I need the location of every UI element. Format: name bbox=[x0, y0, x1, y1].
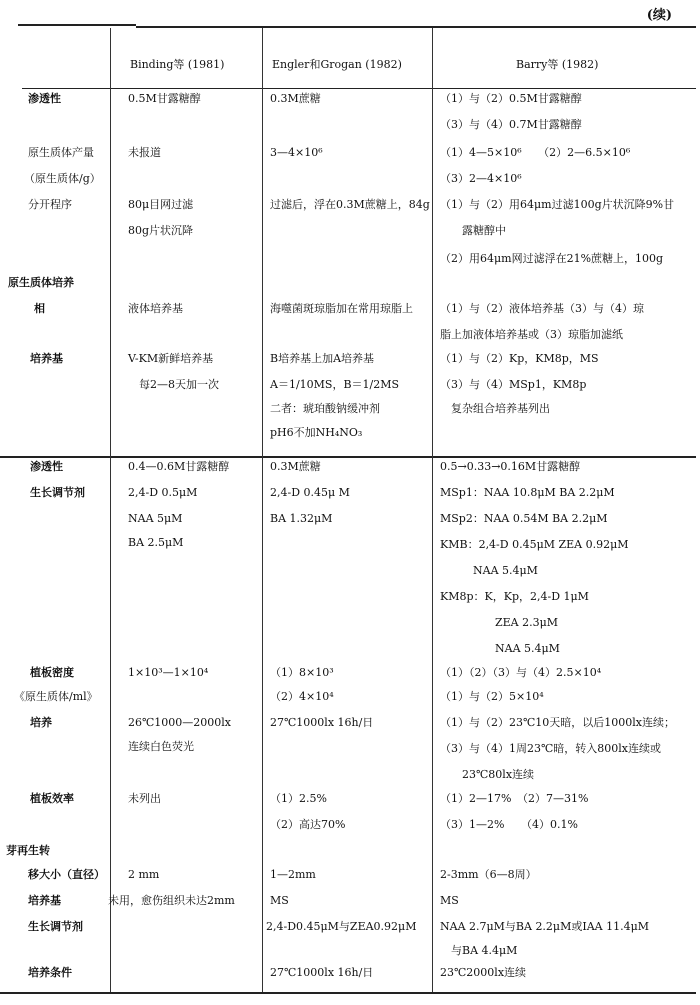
table-cell: 与BA 4.4μM bbox=[440, 944, 518, 957]
table-cell: 26℃1000—2000lx bbox=[128, 716, 232, 729]
table-cell: （1）与（2）23℃10天暗，以后1000lx连续； bbox=[440, 716, 676, 729]
row-label: 培养 bbox=[30, 716, 52, 729]
table-cell: 0.4—0.6M甘露糖醇 bbox=[128, 460, 230, 473]
table-cell: KMB：2,4-D 0.45μM ZEA 0.92μM bbox=[440, 538, 629, 551]
table-cell: 0.5→0.33→0.16M甘露糖醇 bbox=[440, 460, 581, 473]
table-cell: BA 2.5μM bbox=[128, 536, 184, 549]
table-cell: （1）与（2）液体培养基（3）与（4）琼 bbox=[440, 302, 644, 315]
table-cell: （1）与（2）5×10⁴ bbox=[440, 690, 544, 703]
row-label: 植板密度 bbox=[30, 666, 74, 679]
row-label: 原生质体培养 bbox=[8, 276, 74, 289]
table-cell: 2,4-D0.45μM与ZEA0.92μM bbox=[266, 920, 417, 933]
table-cell: 每2—8天加一次 bbox=[128, 378, 219, 391]
table-cell: 2-3mm（6—8周） bbox=[440, 868, 537, 881]
table-cell: 未列出 bbox=[128, 792, 161, 805]
table-cell: 1×10³—1×10⁴ bbox=[128, 666, 209, 679]
table-cell: pH6不加NH₄NO₃ bbox=[270, 426, 363, 439]
table-cell: （1）（2）（3）与（4）2.5×10⁴ bbox=[440, 666, 602, 679]
table-cell: （2）用64μm网过滤浮在21%蔗糖上，100g bbox=[440, 252, 664, 265]
top-rule bbox=[18, 24, 136, 26]
table-cell: 23℃80lx连续 bbox=[440, 768, 535, 781]
row-label: 培养基 bbox=[28, 894, 61, 907]
table-cell: （1）4—5×10⁶ （2）2—6.5×10⁶ bbox=[440, 146, 631, 159]
table-cell: （2）4×10⁴ bbox=[270, 690, 334, 703]
table-cell: （1）2—17% （2）7—31% bbox=[440, 792, 589, 805]
table-cell: 2,4-D 0.45μ M bbox=[270, 486, 350, 499]
section-rule bbox=[0, 456, 696, 458]
row-label: 渗透性 bbox=[28, 92, 61, 105]
column-divider-1 bbox=[110, 28, 111, 992]
table-cell: （3）与（4）MSp1，KM8p bbox=[440, 378, 587, 391]
table-cell: （3）2—4×10⁶ bbox=[440, 172, 522, 185]
table-cell: 2,4-D 0.5μM bbox=[128, 486, 198, 499]
row-label: 移大小（直径） bbox=[28, 868, 105, 881]
table-cell: 80μ目网过滤 bbox=[128, 198, 194, 211]
row-label: （原生质体/g） bbox=[24, 172, 101, 185]
table-cell: A＝1/10MS，B＝1/2MS bbox=[270, 378, 400, 391]
row-label: 分开程序 bbox=[28, 198, 72, 211]
table-cell: 23℃2000lx连续 bbox=[440, 966, 527, 979]
table-cell: （2）高达70% bbox=[270, 818, 346, 831]
table-cell: NAA 5μM bbox=[128, 512, 183, 525]
table-cell: 27℃1000lx 16h/日 bbox=[270, 966, 374, 979]
row-label: 培养条件 bbox=[28, 966, 72, 979]
top-rule-right bbox=[136, 26, 696, 28]
table-cell: 0.3M蔗糖 bbox=[270, 460, 321, 473]
column-divider-3 bbox=[432, 28, 433, 992]
header-binding: Binding等 (1981) bbox=[130, 58, 225, 71]
table-cell: 0.5M甘露糖醇 bbox=[128, 92, 201, 105]
row-label: 原生质体产量 bbox=[28, 146, 94, 159]
table-cell: MS bbox=[440, 894, 459, 907]
column-divider-2 bbox=[262, 28, 263, 992]
table-cell: 未报道 bbox=[128, 146, 161, 159]
header-rule bbox=[22, 88, 696, 89]
table-cell: 脂上加液体培养基或（3）琼脂加滤纸 bbox=[440, 328, 623, 341]
table-cell: ZEA 2.3μM bbox=[440, 616, 559, 629]
table-cell: 0.3M蔗糖 bbox=[270, 92, 321, 105]
table-cell: 27℃1000lx 16h/日 bbox=[270, 716, 374, 729]
row-label: 培养基 bbox=[30, 352, 63, 365]
table-cell: B培养基上加A培养基 bbox=[270, 352, 375, 365]
table-cell: BA 1.32μM bbox=[270, 512, 333, 525]
table-cell: （1）与（2）0.5M甘露糖醇 bbox=[440, 92, 582, 105]
table-cell: NAA 5.4μM bbox=[440, 642, 560, 655]
table-cell: 2 mm bbox=[128, 868, 160, 881]
table-cell: 二者：琥珀酸钠缓冲剂 bbox=[270, 402, 380, 415]
table-cell: （3）与（4）1周23℃暗，转入800lx连续或 bbox=[440, 742, 662, 755]
table-cell: 80g片状沉降 bbox=[128, 224, 194, 237]
row-label: 芽再生转 bbox=[6, 844, 50, 857]
row-label: 生长调节剂 bbox=[30, 486, 85, 499]
row-label: 植板效率 bbox=[30, 792, 74, 805]
row-label: 渗透性 bbox=[30, 460, 63, 473]
continued-label: (续) bbox=[646, 8, 672, 23]
table-cell: （1）与（2）用64μm过滤100g片状沉降9%甘 bbox=[440, 198, 675, 211]
table-cell: （1）8×10³ bbox=[270, 666, 334, 679]
table-cell: NAA 2.7μM与BA 2.2μM或IAA 11.4μM bbox=[440, 920, 649, 933]
table-cell: 3—4×10⁶ bbox=[270, 146, 323, 159]
header-engler: Engler和Grogan (1982) bbox=[272, 58, 402, 71]
table-cell: （3）1—2% （4）0.1% bbox=[440, 818, 578, 831]
table-cell: （3）与（4）0.7M甘露糖醇 bbox=[440, 118, 582, 131]
table-cell: 连续白色荧光 bbox=[128, 740, 194, 753]
bottom-rule bbox=[0, 992, 696, 994]
table-cell: （1）2.5% bbox=[270, 792, 327, 805]
table-cell: NAA 5.4μM bbox=[440, 564, 538, 577]
row-label: 相 bbox=[34, 302, 45, 315]
table-cell: MSp2：NAA 0.54M BA 2.2μM bbox=[440, 512, 608, 525]
row-label: 生长调节剂 bbox=[28, 920, 83, 933]
table-cell: KM8p：K，Kp，2,4-D 1μM bbox=[440, 590, 589, 603]
table-cell: V-KM新鲜培养基 bbox=[128, 352, 214, 365]
table-cell: （1）与（2）Kp，KM8p，MS bbox=[440, 352, 599, 365]
table-cell: 1—2mm bbox=[270, 868, 316, 881]
table-cell: MS bbox=[270, 894, 289, 907]
table-cell: 过滤后，浮在0.3M蔗糖上，84g bbox=[270, 198, 430, 211]
table-cell: 露糖醇中 bbox=[440, 224, 506, 237]
table-cell: 海噬菌斑琼脂加在常用琼脂上 bbox=[270, 302, 413, 315]
row-label: 《原生质体/ml》 bbox=[14, 690, 98, 703]
header-barry: Barry等 (1982) bbox=[516, 58, 599, 71]
table-cell: 液体培养基 bbox=[128, 302, 183, 315]
table-cell: 未用，愈伤组织未达2mm bbox=[108, 894, 235, 907]
table-cell: MSp1：NAA 10.8μM BA 2.2μM bbox=[440, 486, 615, 499]
table-cell: 复杂组合培养基列出 bbox=[440, 402, 550, 415]
